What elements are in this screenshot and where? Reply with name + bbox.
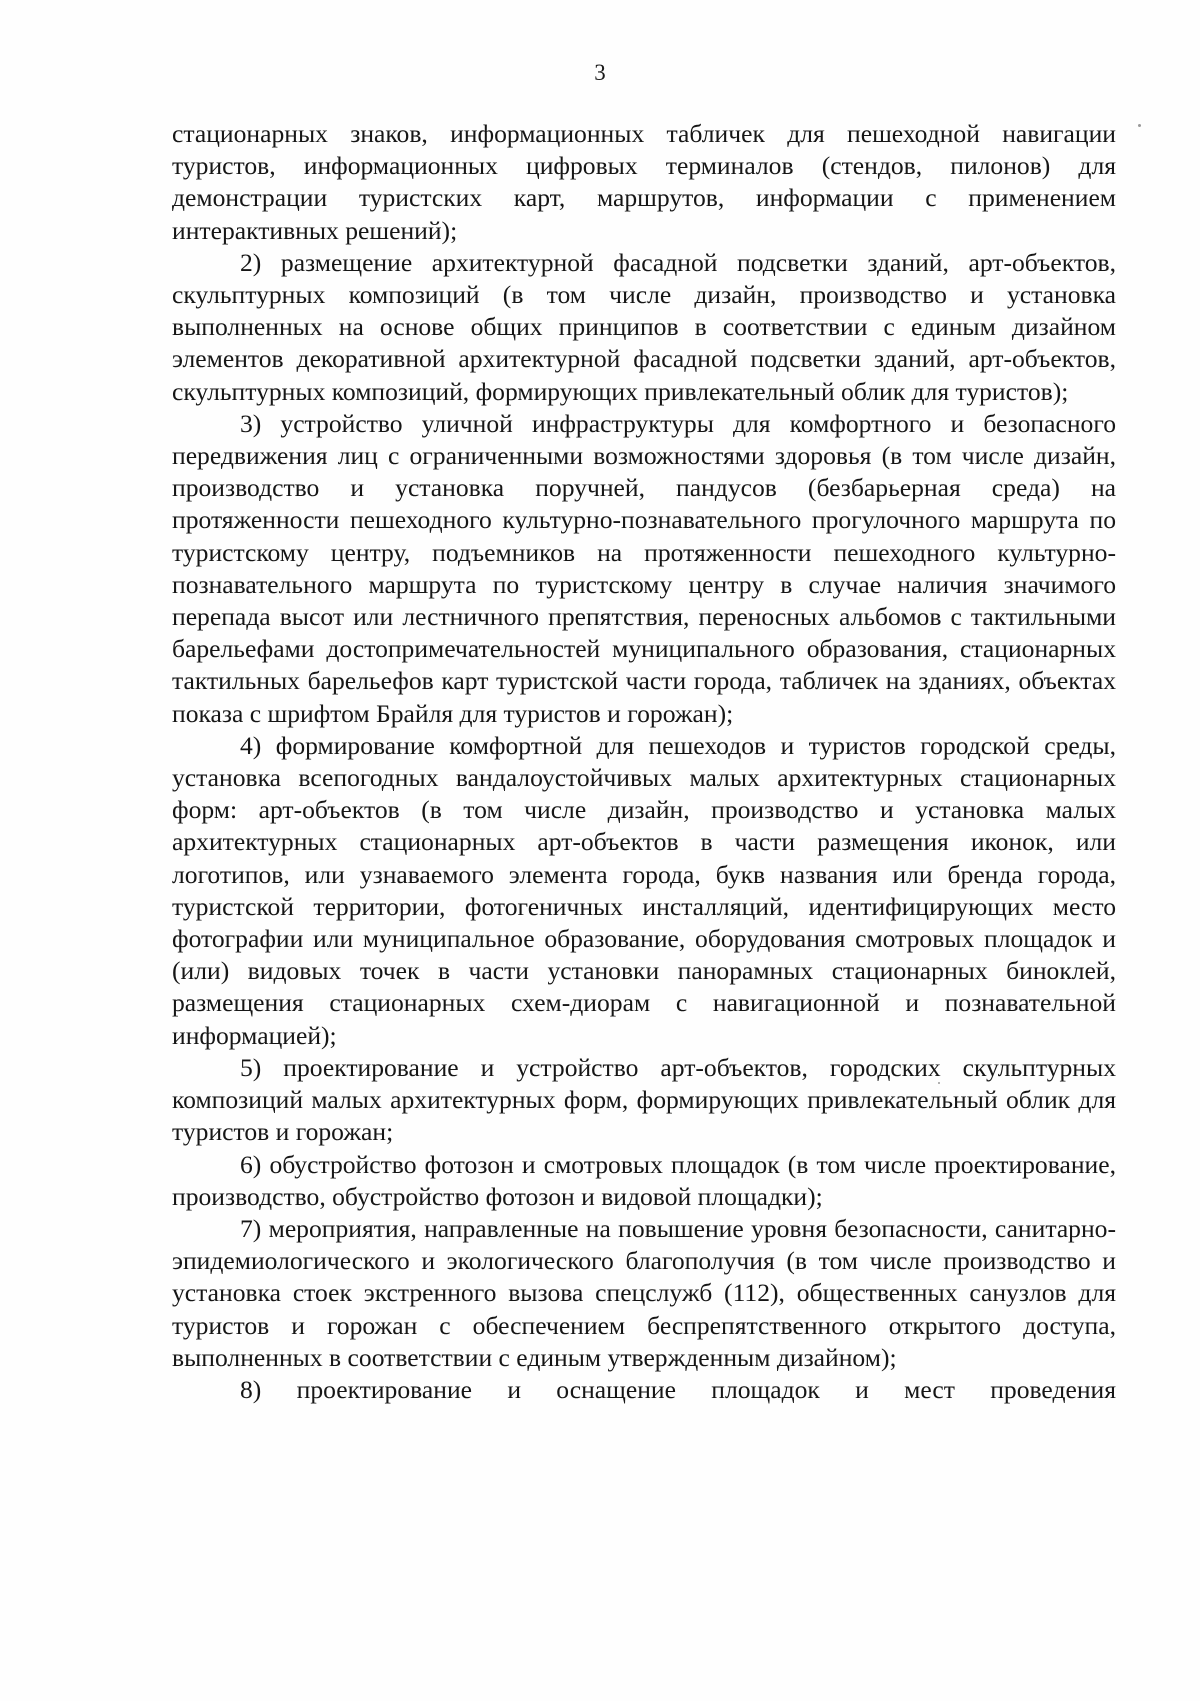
scan-speck [1138, 124, 1141, 127]
document-body [172, 118, 1116, 1406]
paragraph-item-7: 7) мероприятия, направленные на повышение уровня безопасности, санитарно-эпидемиологического и экологического благополучия (в том числе производство и установка стоек экстренного вызова спецслужб (112), общественных санузлов для туристов и горожан с обеспечением беспрепятственного открытого доступа, выполненных в соответствии с единым утвержденным дизайном); [172, 1213, 1116, 1372]
paragraph-item-8: 8) проектирование и оснащение площадок и мест проведения [240, 1374, 1116, 1404]
paragraph-item-5: 5) проектирование и устройство арт-объектов, городских скульптурных композиций малых архитектурных форм, формирующих привлекательный облик для туристов и горожан; [172, 1052, 1116, 1147]
paragraph-item-6: 6) обустройство фотозон и смотровых площадок (в том числе проектирование, производство, обустройство фотозон и видовой площадки); [172, 1149, 1116, 1211]
paragraph-item-4: 4) формирование комфортной для пешеходов и туристов городской среды, установка всепогодных вандалоустойчивых малых архитектурных стационарных форм: арт-объектов (в том числе дизайн, производство и установка малых архитектурных стационарных арт-объектов в части размещения иконок, или логотипов, или узнаваемого элемента города, букв названия или бренда города, туристской территории, фотогеничных инсталляций, идентифицирующих место фотографии или муниципальное образование, оборудования смотровых площадок и (или) видовых точек в части установки панорамных стационарных биноклей, размещения стационарных схем-диорам с навигационной и познавательной информацией); [172, 730, 1116, 1050]
paragraph-item-3: 3) устройство уличной инфраструктуры для комфортного и безопасного передвижения лиц с ограниченными возможностями здоровья (в том числе дизайн, производство и установка поручней, пандусов (безбарьерная среда) на протяженности пешеходного культурно-познавательного прогулочного маршрута по туристскому центру, подъемников на протяженности пешеходного культурно-познавательного маршрута по туристскому центру в случае наличия значимого перепада высот или лестничного препятствия, переносных альбомов с тактильными барельефами достопримечательностей муниципального образования, стационарных тактильных барельефов карт туристской части города, табличек на зданиях, объектах показа с шрифтом Брайля для туристов и горожан); [172, 408, 1116, 728]
paragraph-continued: стационарных знаков, информационных табличек для пешеходной навигации туристов, информационных цифровых терминалов (стендов, пилонов) для демонстрации туристских карт, маршрутов, информации с применением интерактивных решений); [172, 119, 1116, 245]
paragraph-item-2: 2) размещение архитектурной фасадной подсветки зданий, арт-объектов, скульптурных композиций (в том числе дизайн, производство и установка выполненных на основе общих принципов в соответствии с единым дизайном элементов декоративной архитектурной фасадной подсветки зданий, арт-объектов, скульптурных композиций, формирующих привлекательный облик для туристов); [172, 247, 1116, 406]
page-number: 3 [594, 60, 606, 85]
scan-speck [938, 1082, 940, 1084]
